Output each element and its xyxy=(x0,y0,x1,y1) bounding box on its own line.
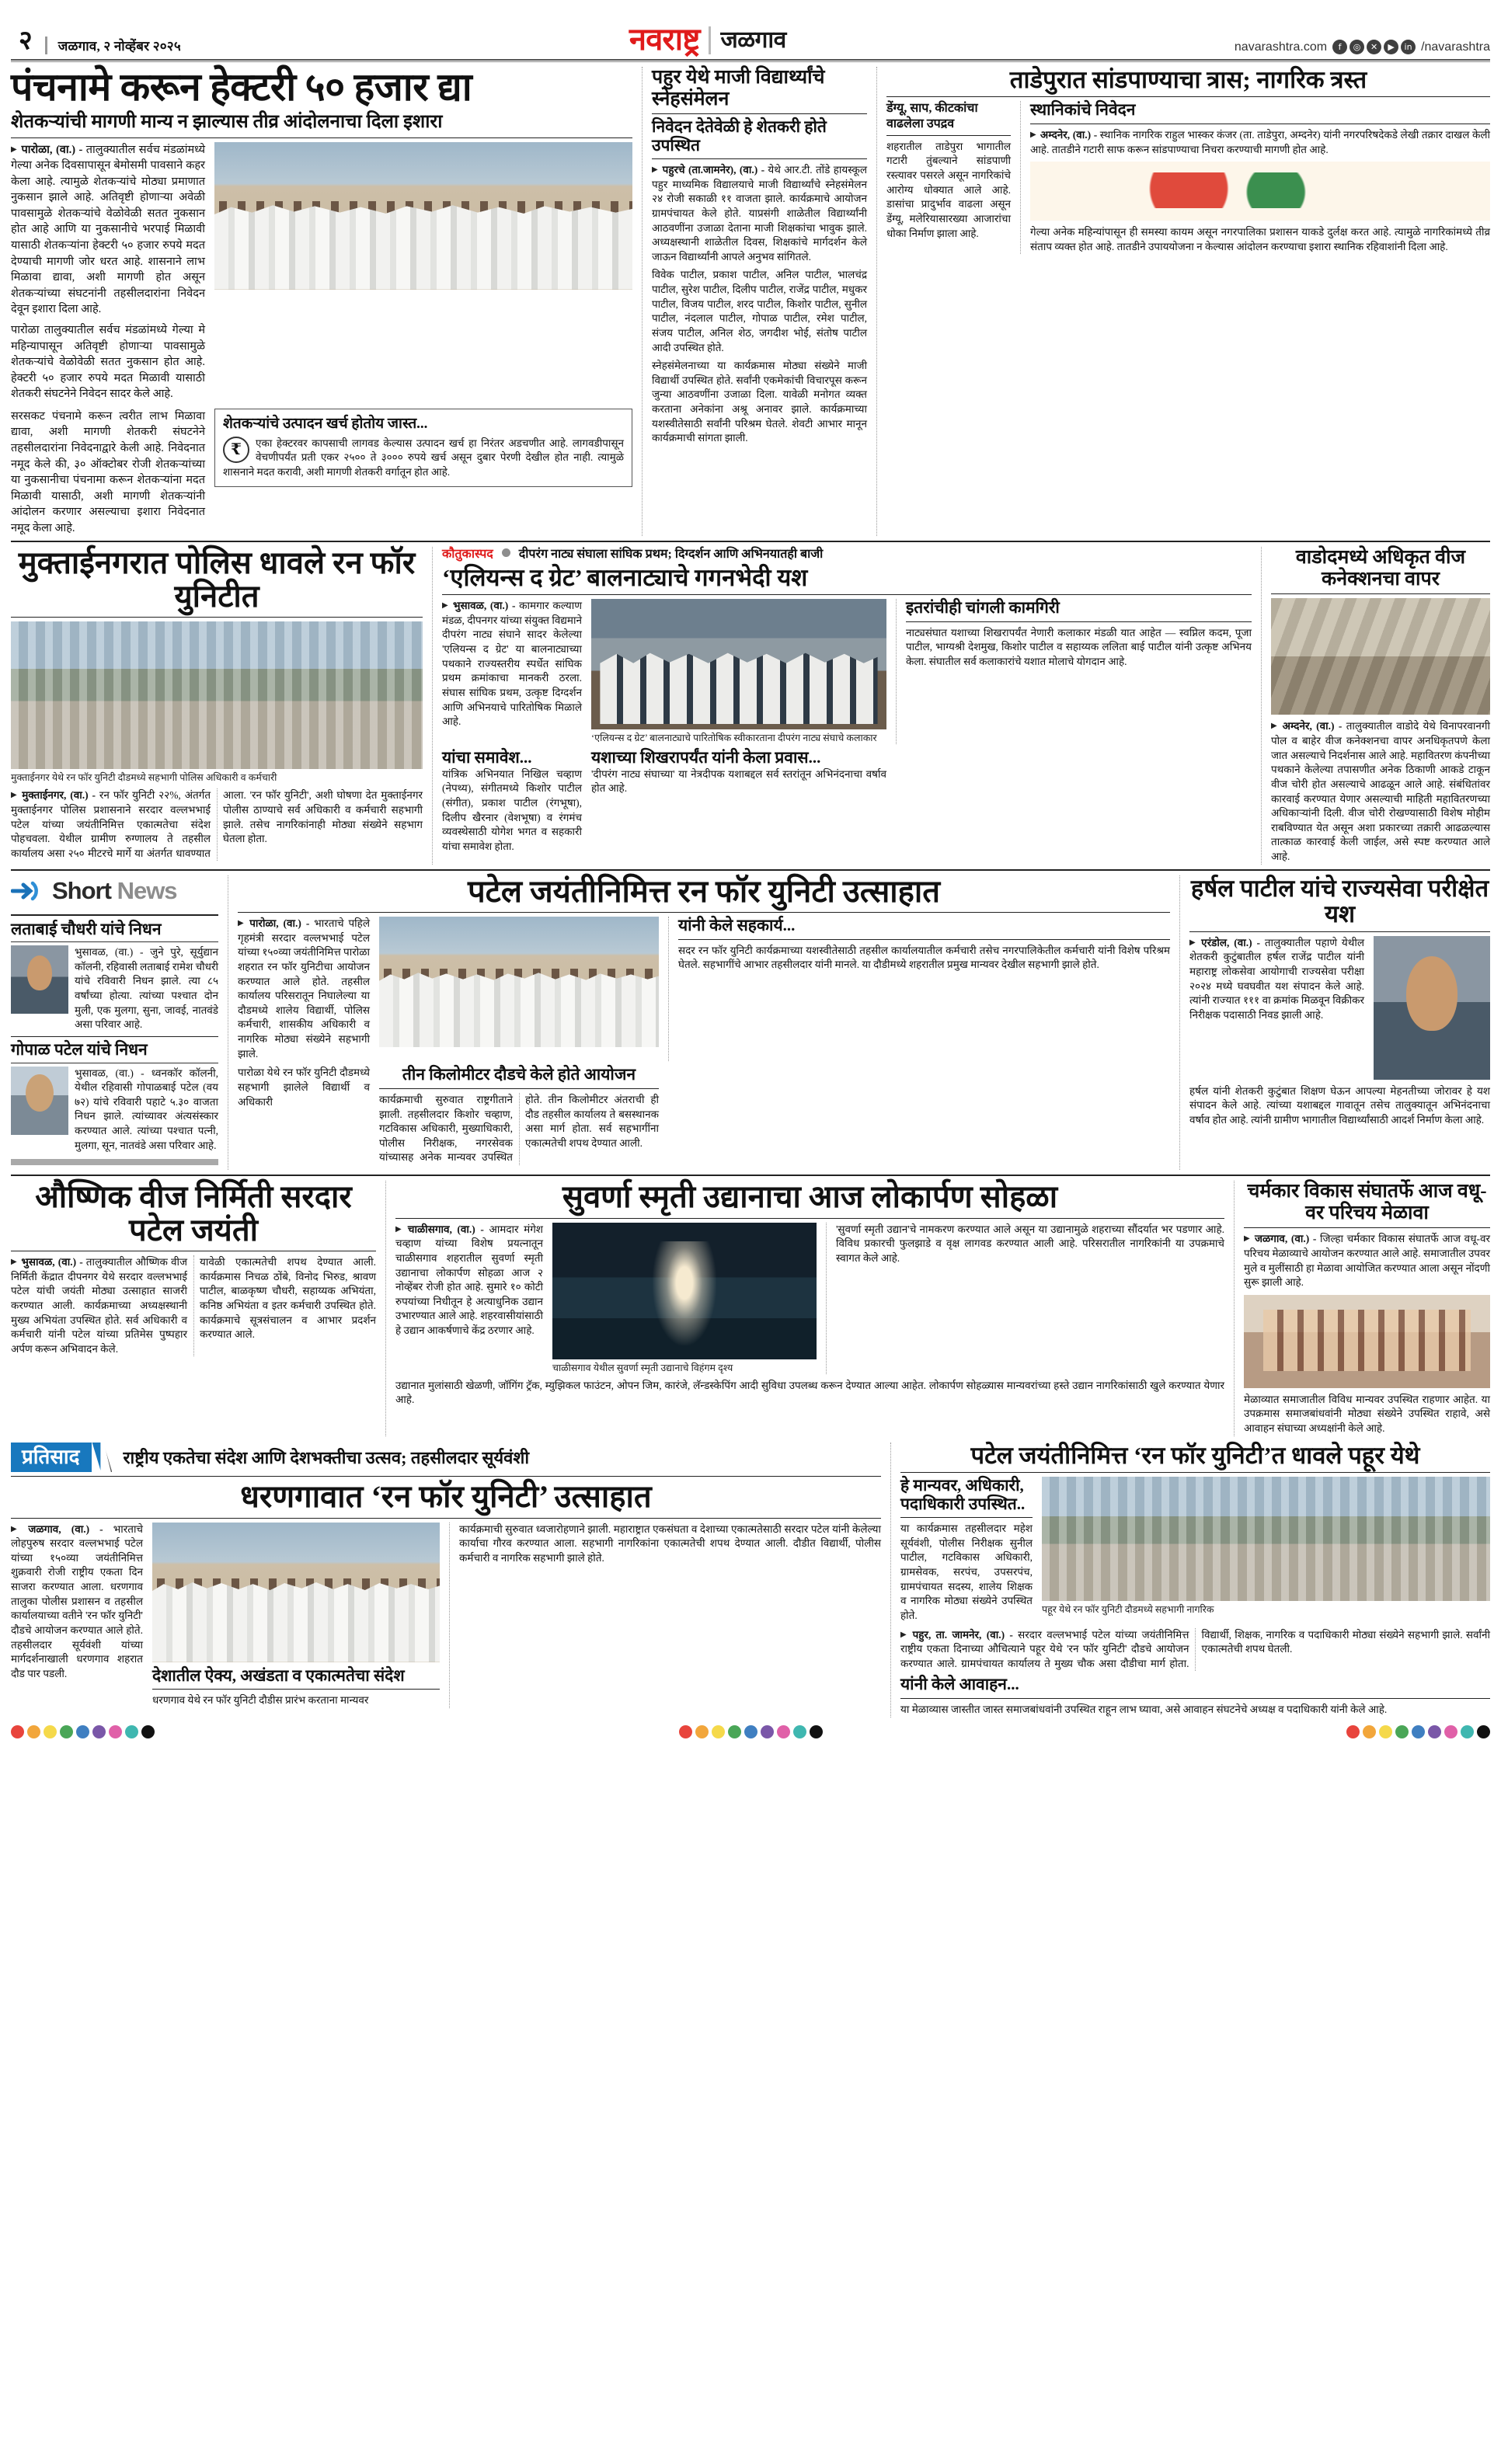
thermal-dateline: भुसावळ, (वा.) - xyxy=(21,1256,83,1269)
patel-run-dateline: पारोळा, (वा.) - xyxy=(249,917,310,930)
bullet-dot-icon xyxy=(502,548,510,557)
page-number: २ xyxy=(19,26,33,55)
patel-run-sub-2: यांनी केले सहकार्य... xyxy=(678,916,796,935)
pahur-run-photo-col xyxy=(1042,1477,1490,1623)
drama-kicker: दीपरंग नाट्य संघाला सांघिक प्रथम; दिग्दर्शन आणि अभिनयातही बाजी xyxy=(518,548,824,562)
muktainagar-dateline: मुक्ताईनगर, (वा.) - xyxy=(22,789,96,802)
tadepurat-kicker: डेंग्यू, साप, कीटकांचा वाढलेला उपद्रव xyxy=(886,102,978,131)
lead-text-col-2 xyxy=(11,409,205,537)
lead-callout-wrap xyxy=(214,409,632,537)
pratisad-sub: देशातील ऐक्य, अखंडता व एकात्मतेचा संदेश xyxy=(152,1665,405,1685)
tadepurat-body-2: स्थानिक नागरिक राहुल भास्कर कंजर (ता. ताडेपुरा, अम्दनेर) यांनी नगरपरिषदेकडे लेखी तक्रार दाखल केली आहे. तातडीने गटारी साफ करून सांडपाण्याचा निचरा करण्याची मागणी होत आहे. xyxy=(1030,128,1490,155)
harshal-photo-wrap xyxy=(1374,936,1490,1080)
garden-body-3: 'सुवर्णा स्मृती उद्यान'चे नामकरण करण्यात आले असून या उद्यानामुळे शहराच्या सौंदर्यात भर पडणार आहे. विविध प्रकारची फुलझाडे व वृक्ष लागवड करण्यात आली आहे. परिसरातील नागरिकांनी या उपक्रमाचे स्वागत केले आहे. xyxy=(836,1223,1224,1264)
drama-sub2-col xyxy=(442,749,582,854)
vadode-photo xyxy=(1271,598,1490,715)
vadode-dateline: अम्दनेर, (वा.) - xyxy=(1282,720,1343,733)
pahur-run-sub: हे मान्यवर, अधिकारी, पदाधिकारी उपस्थित.. xyxy=(900,1476,1026,1513)
tadepurat-left xyxy=(886,101,1011,254)
lead-headline: पंचनामे करून हेक्टरी ५० हजार द्या xyxy=(11,65,472,109)
color-bar-right xyxy=(1346,1725,1490,1738)
tadepurat-body-1: शहरातील ताडेपुरा भागातील गटारी तुंबल्याने सांडपाणी रस्त्यावर पसरले असून नागरिकांचे आरोग्य धोक्यात आले आहे. डासांचा प्रादुर्भाव वाढला असून डेंग्यू, मलेरियासारख्या आजारांचा धोका निर्माण झाला आहे. xyxy=(886,140,1011,239)
facebook-icon[interactable]: f xyxy=(1332,40,1347,54)
color-bar-left xyxy=(11,1725,155,1738)
thermal-body: तालुक्यातील औष्णिक वीज निर्मिती केंद्रात दीपनगर येथे सरदार वल्लभभाई पटेल यांची जयंती मोठ्या उत्साहात साजरी करण्यात आली. कार्यक्रमाच्या अध्यक्षस्थानी मुख्य अभियंता उपस्थित होते. सर्व अधिकारी व कर्मचारी यांनी पटेल यांच्या प्रतिमेस पुष्पहार अर्पण करून अभिवादन केले. xyxy=(11,1256,188,1355)
lead-subhead: शेतकऱ्यांची मागणी मान्य न झाल्यास तीव्र आंदोलनाचा दिला इशारा xyxy=(11,112,443,132)
pratisad-ribbon xyxy=(11,1443,881,1473)
garden-col-3 xyxy=(826,1223,1224,1374)
muktainagar-photo xyxy=(11,621,423,769)
short-news-headline-2: गोपाळ पटेल यांचे निधन xyxy=(11,1039,148,1059)
social-handle[interactable]: /navarashtra xyxy=(1421,40,1490,54)
garden-body: आमदार मंगेश चव्हाण यांच्या विशेष प्रयत्नातून चाळीसगाव शहरातील सुवर्णा स्मृती उद्यानाचा लोकार्पण सोहळा आज २ नोव्हेंबर रोजी होत आहे. सुमारे १० कोटी रुपयांच्या निधीतून हे अत्याधुनिक उद्यान उभारण्यात आले आहे. शहरवासीयांसाठी हे उद्यान आकर्षणाचे केंद्र ठरणार आहे. xyxy=(395,1223,543,1337)
vadode-story xyxy=(1261,547,1490,864)
drama-sub3-col xyxy=(591,749,886,854)
pratisad-caption: धरणगाव येथे रन फॉर युनिटी दौडीस प्रारंभ करताना मान्यवर xyxy=(152,1694,369,1707)
pratisad-body: भारताचे लोहपुरुष सरदार वल्लभभाई पटेल यांच्या १५०व्या जयंतीनिमित्त शुक्रवारी रोजी राष्ट्रीय एकता दिन साजरा करण्यात आला. धरणगाव तालुका पोलीस प्रशासन व तहसील कार्यालयाच्या वतीने 'रन फॉर युनिटी' दौडचे आयोजन करण्यात आले होते. तहसीलदार सूर्यवंशी यांच्या मार्गदर्शनाखाली धरणगाव शहरात दौड पार पडली. xyxy=(11,1523,144,1679)
band-divider-3 xyxy=(11,1175,1490,1176)
muktainagar-caption: मुक्ताईनगर येथे रन फॉर युनिटी दौडमध्ये सहभागी पोलिस अधिकारी व कर्मचारी xyxy=(11,772,277,784)
short-news-body-1: भुसावळ, (वा.) - जुने पुरे, सूर्युद्यान कॉलनी, रहिवासी लताबाई रामेश चौधरी यांचे रविवारी निधन झाले. त्या ८५ वर्षांच्या होत्या. त्यांच्या पश्चात दोन मुली, एक मुलगा, सुना, जावई, नातवंडे असा परिवार आहे. xyxy=(75,946,218,1031)
garden-story xyxy=(385,1181,1224,1436)
color-bar-center xyxy=(679,1725,823,1738)
lead-text-col-1 xyxy=(11,142,205,402)
patel-run-col-3 xyxy=(668,917,1170,1061)
lead-photo xyxy=(214,142,632,290)
thermal-body-2: यावेळी एकात्मतेची शपथ देण्यात आली. कार्यक्रमास निचळ ठोंबे, विनोद भिरुड, श्रावण पाटील, बाळकृष्ण चौधरी, सहाय्यक अभियंता, कनिष्ठ अभियंता व इतर कर्मचारी उपस्थित होते. कार्यक्रमाचे सूत्रसंचालन व आभार प्रदर्शन करण्यात आले. xyxy=(200,1256,376,1341)
pratisad-headline: धरणगावात ‘रन फॉर युनिटी’ उत्साहात xyxy=(240,1479,652,1515)
harshal-body: तालुक्यातील पहाणे येथील शेतकरी कुटुंबातील हर्षल राजेंद्र पाटील यांनी महाराष्ट्र लोकसेवा आयोगाची राज्यसेवा परीक्षा २०२४ मध्ये घवघवीत यश संपादन केले आहे. त्यांनी राज्यात १११ वा क्रमांक मिळवून विक्रीकर निरीक्षक पदासाठी निवड झाली आहे. xyxy=(1189,936,1364,1021)
harshal-story xyxy=(1179,875,1490,1171)
patel-run-story xyxy=(238,875,1170,1171)
harshal-headline: हर्षल पाटील यांचे राज्यसेवा परीक्षेत यश xyxy=(1190,874,1489,928)
charmakar-body-3: या मेळाव्यास जास्तीत जास्त समाजबांधवांनी उपस्थित राहून लाभ घ्यावा, असे आवाहन संघटनेचे अध्यक्ष व पदाधिकारी यांनी केले आहे. xyxy=(900,1703,1388,1715)
short-news-photo-2 xyxy=(11,1067,68,1135)
lead-dateline: पारोळा, (वा.) - xyxy=(21,143,83,156)
pahur-run-story xyxy=(890,1443,1490,1717)
pratisad-banner: राष्ट्रीय एकतेचा संदेश आणि देशभक्तीचा उत्सव; तहसीलदार सूर्यवंशी xyxy=(123,1447,530,1467)
tadepurat-subhead: स्थानिकांचे निवेदन xyxy=(1030,100,1136,120)
top-band xyxy=(11,67,1490,536)
pratisad-tag: प्रतिसाद xyxy=(11,1443,92,1473)
masthead xyxy=(11,0,1490,57)
pratisad-left xyxy=(11,1443,881,1717)
patel-run-headline: पटेल जयंतीनिमित्त रन फॉर युनिटी उत्साहात xyxy=(467,873,941,909)
patel-run-body: भारताचे पहिले गृहमंत्री सरदार वल्लभभाई पटेल यांच्या १५०व्या जयंतीनिमित्त पारोळा शहरात रन फॉर युनिटीचा आयोजन करण्यात आले होते. तहसील कार्यालय परिसरातून निघालेल्या या दौडमध्ये शालेय विद्यार्थी, पोलिस कर्मचारी, शासकीय अधिकारी व नागरिक मोठ्या संख्येने सहभागी झाले. xyxy=(238,917,370,1060)
ribbon-slash-icon xyxy=(92,1443,112,1473)
lead-callout xyxy=(214,409,632,487)
harshal-photo xyxy=(1374,936,1490,1080)
band-divider-2 xyxy=(11,869,1490,871)
tadepurat-story xyxy=(876,67,1490,536)
short-news-item-1 xyxy=(11,921,218,1032)
charmakar-body-2: मेळाव्यात समाजातील विविध मान्यवर उपस्थित राहणार आहेत. या उपक्रमास समाजबांधवांनी मोठ्या संख्येने उपस्थित राहावे, असे आवाहन संघाच्या अध्यक्षांनी केले आहे. xyxy=(1244,1393,1490,1434)
drama-col-1 xyxy=(442,599,582,744)
garden-photo xyxy=(552,1223,817,1359)
logo-divider xyxy=(709,26,711,54)
callout-body: एका हेक्टरवर कापसाची लागवड केल्यास उत्पादन खर्च हा निरंतर अडचणीत आहे. लागवडीपासून वेचणीपर्यंत प्रती एकर २५०० ते ३००० रुपये खर्च असून दुबार पेरणी देखील होत नाही. त्यामुळे शासनाने मदत करावी, अशी मागणी शेतकरी वर्गातून होत आहे. xyxy=(223,437,624,478)
tadepurat-headline: ताडेपुरात सांडपाण्याचा त्रास; नागरिक त्रस्त xyxy=(1009,66,1367,93)
drama-story xyxy=(432,547,1252,864)
tadepurat-dateline: अम्दनेर, (वा.) - xyxy=(1040,128,1098,141)
vadode-body: तालुक्यातील वाडोदे येथे विनापरवानगी पोल व बाहेर वीज कनेक्शनचा वापर अनधिकृतपणे केला जात असल्याचे निदर्शनास आले आहे. महावितरण कंपनीच्या पथकाने केलेल्या तपासणीत अनेक ठिकाणी आकडे टाकून वीज चोरी होत असल्याचे आढळून आले आहे. संबंधितांवर कारवाई करण्यात येणार असल्याची माहिती महावितरणच्या अधिकाऱ्यांनी दिली. वीज चोरी रोखण्यासाठी विशेष मोहीम राबविण्यात येत असून अशा प्रकारच्या तक्रारी आढळल्यास तात्काळ कारवाई केली जाईल, असे स्पष्ट करण्यात आले आहे. xyxy=(1271,720,1490,863)
drama-names: यांत्रिक अभिनयात निखिल चव्हाण (नेपथ्य), संगीतमध्ये किशोर पाटील (संगीत), प्रकाश पाटील (रंगभूषा), दिलीप खैरनार (वेशभूषा) व रंगमंच व्यवस्थेसाठी योगेश भगत व सहकारी यांचा समावेश होता. xyxy=(442,767,582,852)
drama-body: कामगार कल्याण मंडळ, दीपनगर यांच्या संयुक्त विद्यमाने दीपरंग नाट्य संघाने सादर केलेल्या 'एलियन्स द ग्रेट' या बालनाट्याच्या पथकाने राज्यस्तरीय स्पर्धेत सांघिक प्रथम क्रमांकाचा मानकरी ठरला. संघास सांघिक प्रथम, उत्कृष्ट दिग्दर्शन आणि अभिनयाचे पारितोषिक मिळाले आहे. xyxy=(442,600,582,728)
short-news-title-1: Short xyxy=(52,876,111,904)
tadepurat-right xyxy=(1020,101,1490,254)
website-url[interactable]: navarashtra.com xyxy=(1234,40,1328,54)
drama-final: 'दीपरंग नाट्य संघाच्या' या नेत्रदीपक यशाबद्दल सर्व स्तरांतून अभिनंदनाचा वर्षाव होत आहे. xyxy=(591,767,886,795)
pahur-body-2: स्नेहसंमेलनाच्या या कार्यक्रमास मोठ्या संख्येने माजी विद्यार्थी उपस्थित होते. सर्वांनी एकमेकांची विचारपूस करून जुन्या आठवणींना उजाळा दिला. यावेळी मनोगत व्यक्त करताना अनेकांना अश्रू अनावर झाले. कार्यक्रमाच्या यशस्वीतेसाठी सर्वांनी परिश्रम घेतले. शेवटी आभार मानून कार्यक्रमाची सांगता झाली. xyxy=(652,360,867,444)
pratisad-body-2: कार्यक्रमाची सुरुवात ध्वजारोहणाने झाली. महाराष्ट्रात एकसंघता व देशाच्या एकात्मतेसाठी सरदार पटेल यांनी केलेल्या कार्याचा गौरव करण्यात आला. सहभागी नागरिकांना एकात्मतेची शपथ देण्यात आली. दौडीत विद्यार्थी, पोलीस कर्मचारी व नागरिक सहभागी झाले होते. xyxy=(459,1523,881,1564)
harshal-text xyxy=(1189,936,1364,1080)
pratisad-photo xyxy=(152,1523,440,1662)
patel-run-caption: पारोळा येथे रन फॉर युनिटी दौडमध्ये सहभागी झालेले विद्यार्थी व अधिकारी xyxy=(238,1067,370,1108)
pratisad-band xyxy=(11,1443,1490,1717)
lead-body-3: सरसकट पंचनामे करून त्वरीत लाभ मिळावा द्यावा, अशी मागणी शेतकरी संघटनेने तहसीलदारांना निवेदनाद्वारे केली आहे. निवेदनात नमूद केले की, ३० ऑक्टोबर रोजी शेतकऱ्यांच्या या नुकसानीचा पंचनामा करून शेतकऱ्यांना मदत मिळावी यासाठी, अशी मागणी शेतकऱ्यांनी आंदोलन करणार असल्याचा इशारा निवेदनात नमूद केला आहे. xyxy=(11,409,205,534)
charmakar-sub: यांनी केले आवाहन... xyxy=(900,1675,1019,1694)
short-news-item-2 xyxy=(11,1041,218,1153)
harshal-body-2: हर्षल यांनी शेतकरी कुटुंबात शिक्षण घेऊन आपल्या मेहनतीच्या जोरावर हे यश संपादन केले आहे. त्यांच्या यशाबद्दल गावातून तसेच तालुक्यातून अभिनंदनाचा वर्षाव होत आहे. त्यांनी ग्रामीण भागातील विद्यार्थ्यांसाठी आदर्श निर्माण केला आहे. xyxy=(1189,1084,1490,1126)
linkedin-icon[interactable]: in xyxy=(1401,40,1416,54)
pratisad-col-1 xyxy=(11,1523,143,1708)
pahur-subhead: निवेदन देतेवेळी हे शेतकरी होते उपस्थित xyxy=(652,117,827,155)
patel-run-sub: तीन किलोमीटर दौडचे केले होते आयोजन xyxy=(402,1065,636,1084)
pahur-body: येथे आर.टी. तोंडे हायस्कूल पहुर माध्यमिक विद्यालयाचे माजी विद्यार्थ्यांचे स्नेहसंमेलन २४ रोजी सकाळी ११ वाजता झाले. कार्यक्रमाचे आयोजन ग्रामपंचायत केले होते. याप्रसंगी शाळेतील विद्यार्थ्यांनी आठवणींना उजाळा देताना माजी शिक्षकांचा भावुक झाले. अध्यक्षस्थानी शाळेतील दिवस, शिक्षकांचे मार्गदर्शन केले जाऊन विद्यार्थ्यांनी आपले अनुभव सांगितले. xyxy=(652,164,867,263)
band-divider-1 xyxy=(11,541,1490,542)
garden-headline: सुवर्णा स्मृती उद्यानाचा आज लोकार्पण सोहळा xyxy=(562,1179,1058,1215)
pratisad-col-3 xyxy=(449,1523,881,1708)
pahur-dateline: पहुरचे (ता.जामनेर), (वा.) - xyxy=(662,164,765,176)
pahur-story xyxy=(642,67,867,536)
drama-photo xyxy=(591,599,886,729)
garden-photo-col xyxy=(552,1223,817,1374)
drama-sub-right: इतरांचीही चांगली कामगिरी xyxy=(906,598,1060,618)
lead-body-1: तालुक्यातील सर्वच मंडळांमध्ये गेल्या अनेक दिवसापासून बेमोसमी पावसाने कहर केला आहे. त्यामुळे शेतकऱ्यांचे मोठ्या प्रमाणात नुकसान झाले आहे. अतिवृष्टी होणाऱ्या अवेळी पावसामुळे शेतकऱ्यांचे वेळोवेळी सतत नुकसान होत आहे आणि या नुकसानीचे भरपाई मिळावी यासाठी शेतकऱ्यांना हेक्टरी ५० हजार रुपये मदत देण्याची मागणी जोर धरत आहे. शासनाने लाभ मिळावा द्यावा, अशी मागणी होत असून शेतकऱ्यांच्या संघटनांनी तहसीलदारांना निवेदन देवून इशारा दिला आहे. xyxy=(11,143,206,316)
patel-run-extra-1 xyxy=(238,1066,370,1165)
short-news-arrow-icon xyxy=(11,880,45,902)
pahur-run-headline: पटेल जयंतीनिमित्त ‘रन फॉर युनिटी’त धावले पहूर येथे xyxy=(970,1441,1420,1469)
patel-run-col-1 xyxy=(238,917,370,1061)
second-band xyxy=(11,547,1490,864)
short-news-photo-1 xyxy=(11,945,68,1014)
callout-title: शेतकऱ्यांचे उत्पादन खर्च होतोय जास्त... xyxy=(223,415,428,432)
masthead-social-block xyxy=(1235,40,1490,54)
muktainagar-headline: मुक्ताईनगरात पोलिस धावले रन फॉर युनिटीत xyxy=(18,545,416,614)
short-news-header xyxy=(11,875,218,910)
patel-run-sub-col xyxy=(379,1066,659,1165)
short-news-title-2: News xyxy=(117,876,177,904)
patel-run-body-2: कार्यक्रमाची सुरुवात राष्ट्रगीताने झाली. तहसीलदार किशोर चव्हाण, गटविकास अधिकारी, मुख्याधिकारी, पोलीस निरीक्षक, नगरसेवक यांच्यासह अनेक मान्यवर उपस्थित होते. तीन किलोमीटर अंतराची ही दौड तहसील कार्यालय ते बसस्थानक असा मार्ग होता. सर्व सहभागींना एकात्मतेची शपथ देण्यात आली. xyxy=(379,1093,659,1164)
social-icons[interactable] xyxy=(1332,40,1416,54)
pahur-run-body-top: या कार्यक्रमास तहसीलदार महेश सूर्यवंशी, पोलीस निरीक्षक सुनील पाटील, गटविकास अधिकारी, ग्रामसेवक, सरपंच, उपसरपंच, ग्रामपंचायत सदस्य, शालेय शिक्षक व नागरिक मोठ्या संख्येने उपस्थित होते. xyxy=(900,1523,1033,1621)
thermal-headline: औष्णिक वीज निर्मिती सरदार पटेल जयंती xyxy=(35,1179,352,1248)
drama-kicker-tag: कौतुकास्पद xyxy=(442,548,493,562)
garden-col-1 xyxy=(395,1223,543,1374)
tadepurat-illustration xyxy=(1030,162,1490,221)
pratisad-dateline: जळगाव, (वा.) - xyxy=(28,1523,103,1535)
pahur-run-photo xyxy=(1042,1477,1490,1601)
short-news-headline-1: लताबाई चौधरी यांचे निधन xyxy=(11,919,162,938)
lead-body-2: पारोळा तालुक्यातील सर्वच मंडळांमध्ये गेल्या मे महिन्यापासून अतिवृष्टी होणाऱ्या पावसामुळे शेतकऱ्यांचे वेळोवेळी सतत नुकसान होत आहे. हेक्टरी ५० हजार रुपये मदत मिळावी यासाठी शेतकरी संघटनेने निवेदन सादर केले आहे. xyxy=(11,323,205,401)
harshal-dateline: एरंडोल, (वा.) - xyxy=(1201,936,1260,948)
lead-photo-col xyxy=(214,142,632,402)
charmakar-headline: चर्मकार विकास संघातर्फे आज वधू-वर परिचय मेळावा xyxy=(1247,1181,1487,1223)
short-news-end-bar xyxy=(11,1159,218,1165)
drama-photo-col xyxy=(591,599,886,744)
instagram-icon[interactable]: ◎ xyxy=(1350,40,1364,54)
x-twitter-icon[interactable]: ✕ xyxy=(1367,40,1381,54)
short-news-body-2: भुसावळ, (वा.) - ध्वनकॉर कॉलनी, येथील रहिवासी गोपाळबाई पटेल (वय ७२) यांचे रविवारी पहाटे ५.३० वाजता निधन झाले. त्यांच्यावर अंत्यसंस्कार करण्यात आले. त्यांच्या पश्चात पत्नी, मुलगा, सून, नातवंडे असा परिवार आहे. xyxy=(75,1067,218,1151)
edition-name: जळगाव xyxy=(720,27,786,53)
vadode-headline: वाडोदमध्ये अधिकृत वीज कनेक्शनचा वापर xyxy=(1295,547,1466,590)
lead-story xyxy=(11,67,632,536)
patel-run-photo-col xyxy=(379,917,659,1061)
charmakar-photo xyxy=(1244,1295,1490,1388)
garden-dateline: चाळीसगाव, (वा.) - xyxy=(407,1223,484,1235)
drama-col-3 xyxy=(896,599,1252,744)
pahur-headline: पहुर येथे माजी विद्यार्थ्यांचे स्नेहसंमेलन xyxy=(652,67,825,110)
youtube-icon[interactable]: ▶ xyxy=(1384,40,1398,54)
pahur-run-dateline: पहुर, ता. जामनेर, (वा.) - xyxy=(912,1628,1013,1641)
masthead-rule xyxy=(11,59,1490,62)
pahur-run-caption: पहूर येथे रन फॉर युनिटी दौडमध्ये सहभागी नागरिक xyxy=(1042,1604,1214,1616)
thermal-story xyxy=(11,1181,376,1436)
drama-caption: ‘एलियन्स द ग्रेट’ बालनाट्याचे पारितोषिक स्वीकारताना दीपरंग नाट्य संघाचे कलाकार xyxy=(591,733,877,744)
tadepurat-body-3: गेल्या अनेक महिन्यांपासून ही समस्या कायम असून नगरपालिका प्रशासन याकडे दुर्लक्ष करत आहे. त्यामुळे नागरिकांमध्ये तीव्र संताप व्यक्त होत आहे. तातडीने उपाययोजना न केल्यास आंदोलन करण्याचा इशारा स्थानिक रहिवाशांनी दिला आहे. xyxy=(1030,226,1490,252)
charmakar-story xyxy=(1234,1181,1490,1436)
masthead-dateline: जळगाव, २ नोव्हेंबर २०२५ xyxy=(45,37,181,54)
pahur-run-body: सरदार वल्लभभाई पटेल यांच्या जयंतीनिमित्त राष्ट्रीय एकता दिनाच्या औचित्याने पहूर येथे 'रन फॉर युनिटी' दौडचे आयोजन करण्यात आले. ग्रामपंचायत कार्यालय ते मुख्य चौक असा दौडीचा मार्ग होता. विद्यार्थी, शिक्षक, नागरिक व पदाधिकारी मोठ्या संख्येने सहभागी झाले. सर्वांनी एकात्मतेची शपथ घेतली. xyxy=(900,1628,1490,1669)
registration-color-bars xyxy=(11,1725,1490,1738)
muktainagar-story xyxy=(11,547,423,864)
garden-body-2: उद्यानात मुलांसाठी खेळणी, जॉगिंग ट्रॅक, म्युझिकल फाउंटन, ओपन जिम, कारंजे, लॅन्डस्केपिंग आदी सुविधा उपलब्ध करून देण्यात आल्या आहेत. लोकार्पण सोहळ्यास मान्यवरांच्या हस्ते उद्यान नागरिकांसाठी खुले करण्यात येणार आहे. xyxy=(395,1379,1224,1406)
drama-names-2: नाट्यसंघात यशाच्या शिखरापर्यंत नेणारी कलाकार मंडळी यात आहेत — स्वप्निल कदम, पूजा पाटील, भाग्यश्री देशमुख, किशोर पाटील व सहाय्यक ललिता बाई पाटील यांनी उत्कृष्ट अभिनय केला. संघातील सर्व कलाकारांचे यशात मोलाचे योगदान आहे. xyxy=(906,626,1252,667)
drama-sub-2: यांचा समावेश... xyxy=(442,748,532,767)
pratisad-photo-col xyxy=(152,1523,440,1708)
short-news-block xyxy=(11,875,228,1171)
muktainagar-body: रन फॉर युनिटी २२%, अंतर्गत मुक्ताईनगर पोलिस प्रशासनाने सरदार वल्लभभाई पटेल यांच्या जयंतीनिमित्त एकात्मतेचा संदेश पोहचवला. येथील ग्रामीण रुग्णालय ते तहसील कार्यालय असा २५० मीटरचे मार्गे या अंतर्गत धावण्यात आला. 'रन फॉर युनिटी', अशी घोषणा देत मुक्ताईनगर पोलीस ठाण्याचे सर्व अधिकारी व कर्मचारी सहभागी झाले. तसेच नागरिकांनाही मोठ्या संख्येने सहभाग घेतला होता. xyxy=(11,789,423,859)
rupee-icon: ₹ xyxy=(223,437,249,463)
fourth-band xyxy=(11,1181,1490,1436)
pahur-run-sub-col xyxy=(900,1477,1033,1623)
pahur-names: विवेक पाटील, प्रकाश पाटील, अनिल पाटील, भालचंद्र पाटील, सुरेश पाटील, दिलीप पाटील, राजेंद्र पाटील, मधुकर पाटील, विजय पाटील, शरद पाटील, किशोर पाटील, सुनील पाटील, नंदलाल पाटील, गोपाळ पाटील, रमेश पाटील, संजय पाटील, अनिल शेठ, जगदीश भोई, संतोष पाटील आदी उपस्थित होते. xyxy=(652,269,867,353)
patel-run-photo xyxy=(379,917,659,1047)
garden-caption: चाळीसगाव येथील सुवर्णा स्मृती उद्यानाचे विहंगम दृश्य xyxy=(552,1362,733,1373)
third-band xyxy=(11,875,1490,1171)
masthead-logo-block xyxy=(181,23,1235,57)
drama-headline: ‘एलियन्स द ग्रेट’ बालनाट्याचे गगनभेदी यश xyxy=(442,563,808,591)
patel-run-body-3: सदर रन फॉर युनिटी कार्यक्रमाच्या यशस्वीतेसाठी तहसील कार्यालयातील कर्मचारी तसेच नगरपालिकेतील कर्मचारी यांनी विशेष परिश्रम घेतले. सहभागींचे आभार तहसीलदार यांनी मानले. या दौडीमध्ये शहरातील प्रमुख मान्यवर देखील सहभागी झाले होते. xyxy=(678,944,1170,971)
drama-sub-3: यशाच्या शिखरापर्यंत यांनी केला प्रवास... xyxy=(591,748,821,767)
newspaper-logo: नवराष्ट्र xyxy=(629,23,700,57)
charmakar-body: जिल्हा चर्मकार विकास संघातर्फे आज वधू-वर परिचय मेळाव्याचे आयोजन करण्यात आले आहे. समाजातील उपवर मुले व मुलींसाठी हा मेळावा आयोजित करण्यात आला असून नोंदणी सुरू झाली आहे. xyxy=(1244,1233,1491,1289)
drama-dateline: भुसावळ, (वा.) - xyxy=(453,600,516,612)
drama-kicker-line xyxy=(442,547,1252,562)
charmakar-dateline: जळगाव, (वा.) - xyxy=(1254,1233,1317,1245)
